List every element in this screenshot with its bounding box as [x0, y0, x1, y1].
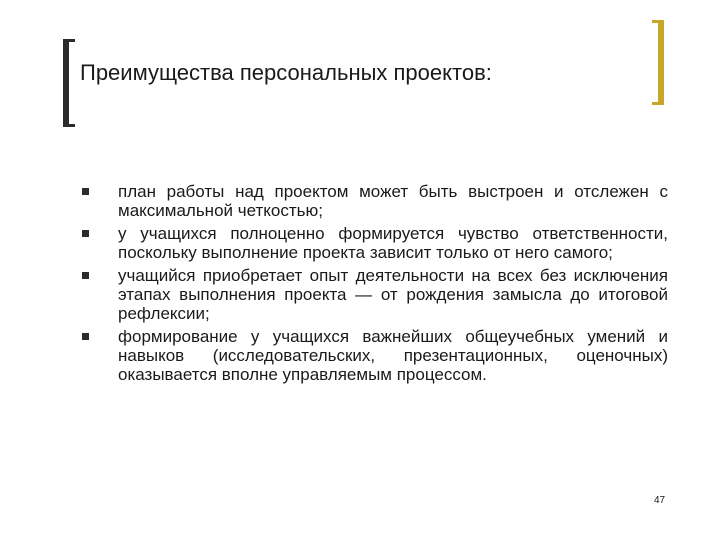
page-number: 47 [654, 495, 666, 506]
square-bullet-icon [82, 333, 89, 340]
list-item [82, 266, 668, 323]
right-bracket-decoration [652, 20, 664, 105]
square-bullet-icon [82, 188, 89, 195]
square-bullet-icon [82, 272, 89, 279]
list-item [82, 327, 668, 384]
slide-title: Преимущества персональных проектов: [80, 60, 492, 85]
list-item-text: учащийся приобретает опыт деятельности на всех без исключения этапах выполнения проекта — от рождения замысла до итоговой рефлексии; [118, 266, 668, 323]
list-item-text: у учащихся полноценно формируется чувство ответственности, поскольку выполнение проекта зависит только от него самого; [118, 224, 668, 262]
list-item-text: план работы над проектом может быть выстроен и отслежен с максимальной четкостью; [118, 182, 668, 220]
list-item-text: формирование у учащихся важнейших общеучебных умений и навыков (исследовательских, презентационных, оценочных) оказывается вполне управляемым процессом. [118, 327, 668, 384]
square-bullet-icon [82, 230, 89, 237]
list-item [82, 224, 668, 262]
list-item [82, 182, 668, 220]
bullet-list [82, 182, 668, 388]
left-bracket-decoration [63, 39, 75, 127]
